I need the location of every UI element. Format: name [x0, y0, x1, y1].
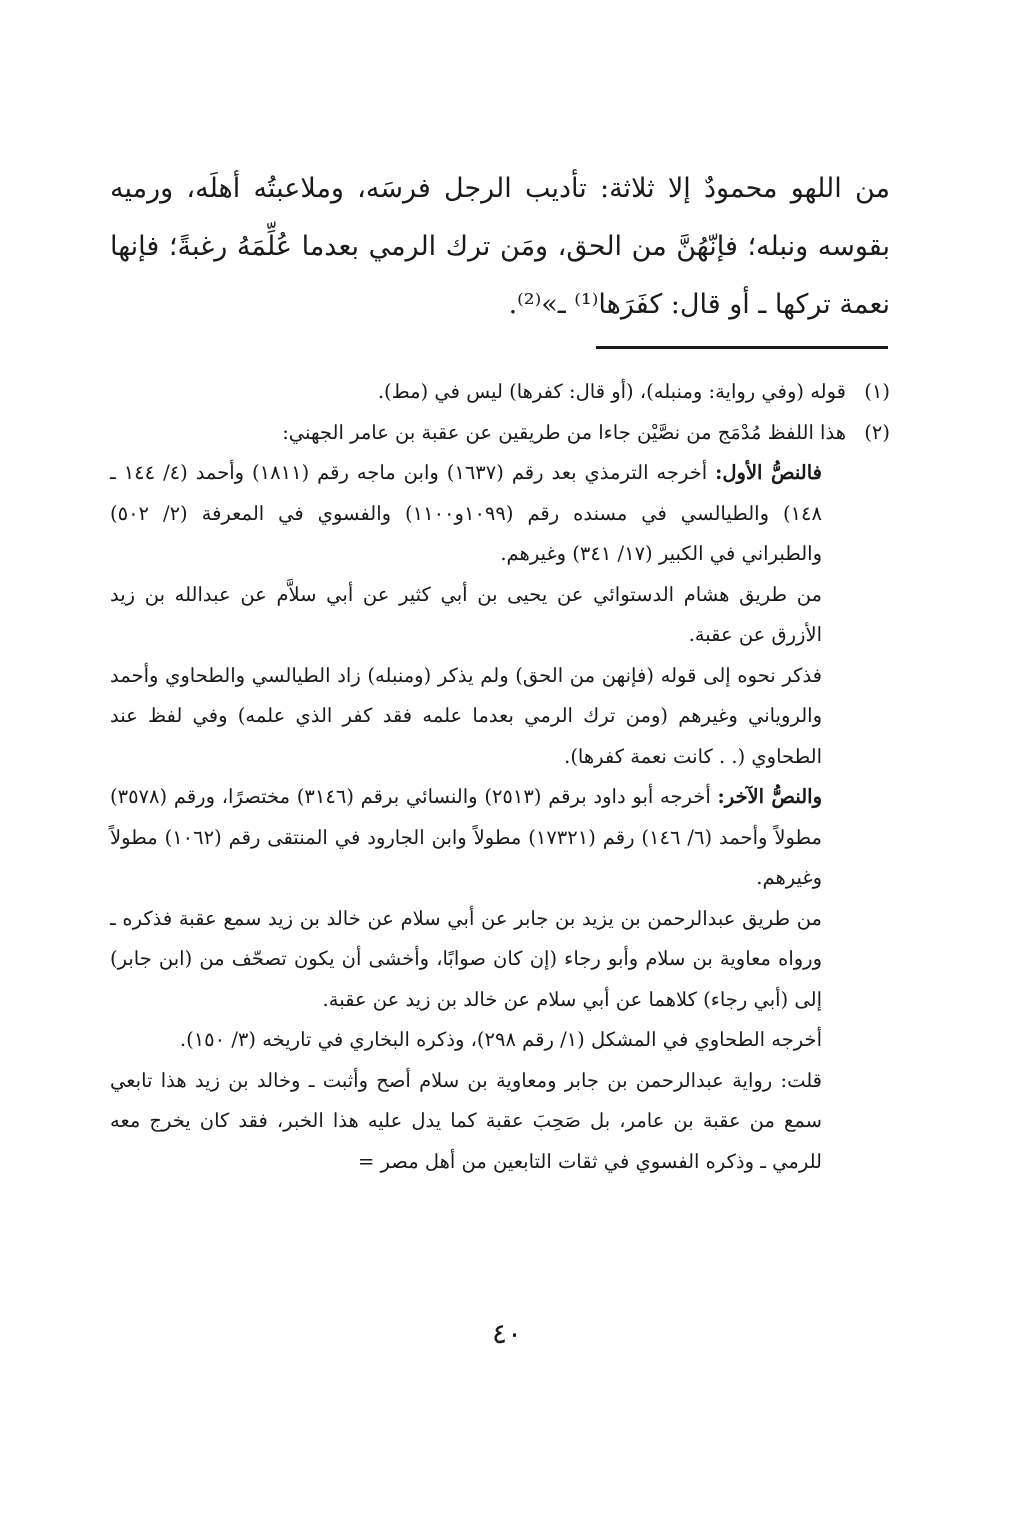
main-paragraph: من اللهو محمودٌ إلا ثلاثة: تأديب الرجل فرسَه، وملاعبتُه أهلَه، ورميه بقوسه ونبله؛ فإنّهُنَّ من الحق، ومَن ترك الرمي بعدما عُلِّمَهُ رغبةً؛ فإنها نعمة تركها ـ أو قال: كفَرَها⁽¹⁾ ـ»⁽²⁾. [110, 173, 890, 320]
footnote-2 [110, 413, 890, 1183]
footnote-body [110, 413, 846, 1183]
footnote-1 [110, 372, 890, 413]
footnote-intro: هذا اللفظ مُدْمَج من نصَّيْن جاءا من طريقين عن عقبة بن عامر الجهني: [282, 420, 846, 444]
first-text-sources: أخرجه الترمذي بعد رقم (١٦٣٧) وابن ماجه رقم (١٨١١) وأحمد (٤/ ١٤٤ ـ ١٤٨) والطيالسي في مسنده رقم (١٠٩٩و١١٠٠) والفسوي في المعرفة (٢/ ٥٠٢) والطبراني في الكبير (١٧/ ٣٤١) وغيرهم. [110, 461, 822, 565]
second-detail: أخرجه الطحاوي في المشكل (١/ رقم ٢٩٨)، وذكره البخاري في تاريخه (٣/ ١٥٠). [179, 1028, 822, 1051]
footnote-number: (٢) [864, 420, 890, 444]
footnote-separator [596, 346, 888, 349]
footnotes [110, 372, 890, 1182]
page-number: ٤٠ [491, 1317, 523, 1350]
first-text-label: فالنصُّ الأول: [715, 461, 823, 484]
second-text-label: والنصُّ الآخر: [717, 785, 822, 808]
main-text [110, 160, 890, 334]
second-chain: من طريق عبدالرحمن بن يزيد بن جابر عن أبي سلام عن خالد بن زيد سمع عقبة فذكره ـ ورواه معاوية بن سلام وأبو رجاء (إن كان صوابًا، وأخشى أن يكون تصحّف من (ابن جابر) إلى (أبي رجاء) كلاهما عن أبي سلام عن خالد بن زيد عن عقبة. [110, 906, 822, 1011]
author-comment: قلت: رواية عبدالرحمن بن جابر ومعاوية بن سلام أصح وأثبت ـ وخالد بن زيد هذا تابعي سمع من عقبة بن عامر، بل صَحِبَ عقبة كما يدل عليه هذا الخبر، فقد كان يخرج معه للرمي ـ وذكره الفسوي في ثقات التابعين من أهل مصر = [110, 1068, 822, 1173]
footnote-text: قوله (وفي رواية: ومنبله)، (أو قال: كفرها) ليس في (مط). [377, 380, 846, 403]
first-detail: فذكر نحوه إلى قوله (فإنهن من الحق) ولم يذكر (ومنبله) زاد الطيالسي والطحاوي وأحمد والروياني وغيرهم (ومن ترك الرمي بعدما علمه فقد كفر الذي علمه) وفي لفظ عند الطحاوي (. . كانت نعمة كفرها). [110, 663, 822, 768]
first-text-paragraph [110, 453, 846, 575]
first-chain: من طريق هشام الدستوائي عن يحيى بن أبي كثير عن أبي سلاَّم عن عبدالله بن زيد الأزرق عن عقبة. [110, 582, 822, 646]
second-text-sources: أخرجه أبو داود برقم (٢٥١٣) والنسائي برقم (٣١٤٦) مختصرًا، ورقم (٣٥٧٨) مطولاً وأحمد (٦/ ١٤٦) رقم (١٧٣٢١) مطولاً وابن الجارود في المنتقى رقم (١٠٦٢) مطولاً وغيرهم. [110, 785, 822, 889]
footnote-number: (١) [864, 380, 890, 403]
second-text-paragraph [110, 777, 846, 899]
